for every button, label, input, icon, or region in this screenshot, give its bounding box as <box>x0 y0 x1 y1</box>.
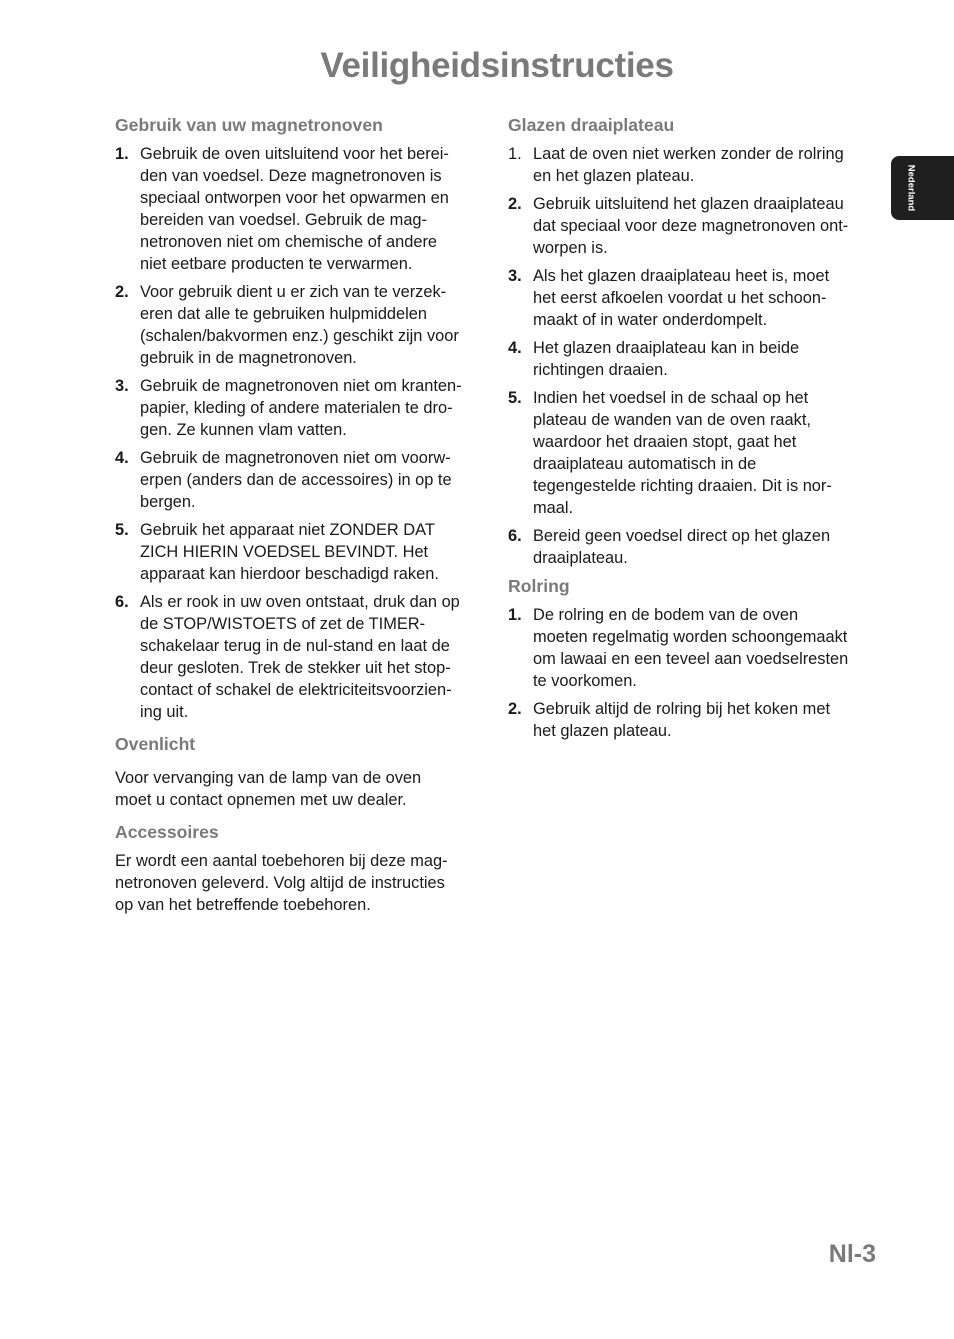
text-line: dat speciaal voor deze magnetronoven ont- <box>533 217 849 235</box>
language-tab <box>891 156 954 220</box>
list-item-text <box>140 447 487 513</box>
list-item-text <box>533 698 874 742</box>
text-line: erpen (anders dan de accessoires) in op te <box>140 471 452 489</box>
list-item-number: 6. <box>508 527 522 545</box>
text-line: Gebruik altijd de rolring bij het koken met <box>533 700 831 718</box>
text-line: worpen is. <box>533 239 608 257</box>
text-line: Gebruik de magnetronoven niet om kranten- <box>140 377 462 395</box>
section-accessoires <box>115 821 487 916</box>
section-glazen <box>508 114 874 569</box>
text-line: plateau de wanden van de oven raakt, <box>533 411 811 429</box>
list-item <box>508 698 874 742</box>
text-line: richtingen draaien. <box>533 361 668 379</box>
list-item-text <box>140 591 487 723</box>
text-line: (schalen/bakvormen enz.) geschikt zijn voor <box>140 327 459 345</box>
text-line: speciaal ontworpen voor het opwarmen en <box>140 189 449 207</box>
list-item-number: 2. <box>508 195 522 213</box>
text-line: op van het betreffende toebehoren. <box>115 896 371 914</box>
text-line: en het glazen plateau. <box>533 167 695 185</box>
text-line: den van voedsel. Deze magnetronoven is <box>140 167 442 185</box>
list-item-text <box>533 525 874 569</box>
text-line: apparaat kan hierdoor beschadigd raken. <box>140 565 439 583</box>
paragraph-accessoires <box>115 850 487 916</box>
page-number: Nl-3 <box>828 1240 876 1268</box>
text-line: te voorkomen. <box>533 672 637 690</box>
list-item <box>115 143 487 275</box>
list-item <box>508 265 874 331</box>
page-title: Veiligheidsinstructies <box>320 46 674 85</box>
section-heading-glazen: Glazen draaiplateau <box>508 115 675 135</box>
text-line: bergen. <box>140 493 196 511</box>
left-column <box>115 114 487 926</box>
text-line: Laat de oven niet werken zonder de rolring <box>533 145 844 163</box>
text-line: om lawaai en een teveel aan voedselresten <box>533 650 849 668</box>
list-item-text <box>140 519 487 585</box>
list-item <box>508 387 874 519</box>
text-line: Gebruik de oven uitsluitend voor het berei- <box>140 145 449 163</box>
text-line: ZICH HIERIN VOEDSEL BEVINDT. Het <box>140 543 429 561</box>
text-line: bereiden van voedsel. Gebruik de mag- <box>140 211 428 229</box>
text-line: netronoven geleverd. Volg altijd de instructies <box>115 874 445 892</box>
list-item-number: 2. <box>115 283 129 301</box>
text-line: Voor vervanging van de lamp van de oven <box>115 769 422 787</box>
section-heading-gebruik: Gebruik van uw magnetronoven <box>115 115 383 135</box>
text-line: gebruik in de magnetronoven. <box>140 349 357 367</box>
text-line: draaiplateau automatisch in de <box>533 455 757 473</box>
list-item <box>115 519 487 585</box>
list-item-text <box>140 375 487 441</box>
list-item <box>508 525 874 569</box>
list-item-text <box>140 143 487 275</box>
language-tab-label: Nederland <box>905 164 917 212</box>
text-line: gen. Ze kunnen vlam vatten. <box>140 421 347 439</box>
section-heading-accessoires: Accessoires <box>115 822 219 842</box>
list-item-text <box>533 265 874 331</box>
text-line: contact of schakel de elektriciteitsvoorzien- <box>140 681 452 699</box>
text-line: Bereid geen voedsel direct op het glazen <box>533 527 831 545</box>
text-line: de STOP/WISTOETS of zet de TIMER- <box>140 615 426 633</box>
list-item-number: 5. <box>115 521 129 539</box>
text-line: Gebruik uitsluitend het glazen draaiplateau <box>533 195 844 213</box>
section-ovenlicht <box>115 733 487 811</box>
text-line: maakt of in water onderdompelt. <box>533 311 768 329</box>
text-line: Als het glazen draaiplateau heet is, moet <box>533 267 830 285</box>
list-item-number: 4. <box>115 449 129 467</box>
text-line: Gebruik het apparaat niet ZONDER DAT <box>140 521 435 539</box>
text-line: het glazen plateau. <box>533 722 672 740</box>
text-line: moeten regelmatig worden schoongemaakt <box>533 628 848 646</box>
text-line: draaiplateau. <box>533 549 628 567</box>
list-item <box>508 143 874 187</box>
text-line: deur gesloten. Trek de stekker uit het stop- <box>140 659 451 677</box>
text-line: maal. <box>533 499 574 517</box>
right-column <box>508 114 874 752</box>
list-item <box>508 337 874 381</box>
text-line: Het glazen draaiplateau kan in beide <box>533 339 800 357</box>
text-line: De rolring en de bodem van de oven <box>533 606 799 624</box>
section-heading-rolring: Rolring <box>508 576 570 596</box>
list-item-text <box>533 387 874 519</box>
text-line: Voor gebruik dient u er zich van te verzek- <box>140 283 447 301</box>
list-item <box>115 281 487 369</box>
text-line: Als er rook in uw oven ontstaat, druk dan op <box>140 593 460 611</box>
text-line: Er wordt een aantal toebehoren bij deze mag- <box>115 852 448 870</box>
list-item <box>115 447 487 513</box>
list-item-text <box>533 337 874 381</box>
list-gebruik <box>115 143 487 723</box>
list-item <box>508 193 874 259</box>
list-item-text <box>533 143 874 187</box>
list-item <box>115 375 487 441</box>
text-line: waardoor het draaien stopt, gaat het <box>533 433 797 451</box>
list-item-text <box>533 193 874 259</box>
list-item-number: 5. <box>508 389 522 407</box>
text-line: niet eetbare producten te verwarmen. <box>140 255 413 273</box>
text-line: papier, kleding of andere materialen te dro- <box>140 399 453 417</box>
text-line: eren dat alle te gebruiken hulpmiddelen <box>140 305 428 323</box>
list-item <box>115 591 487 723</box>
list-item-number: 1. <box>508 606 522 624</box>
list-rolring <box>508 604 874 742</box>
text-line: tegengestelde richting draaien. Dit is nor- <box>533 477 832 495</box>
text-line: netronoven niet om chemische of andere <box>140 233 438 251</box>
list-item-number: 3. <box>115 377 129 395</box>
section-heading-ovenlicht: Ovenlicht <box>115 734 196 754</box>
text-line: Gebruik de magnetronoven niet om voorw- <box>140 449 451 467</box>
list-item-number: 1. <box>508 145 522 163</box>
list-item-number: 2. <box>508 700 522 718</box>
text-line: ing uit. <box>140 703 189 721</box>
text-line: het eerst afkoelen voordat u het schoon- <box>533 289 827 307</box>
list-item-number: 1. <box>115 145 129 163</box>
list-item-text <box>140 281 487 369</box>
text-line: moet u contact opnemen met uw dealer. <box>115 791 407 809</box>
list-item-number: 4. <box>508 339 522 357</box>
paragraph-ovenlicht <box>115 767 487 811</box>
section-rolring <box>508 575 874 742</box>
text-line: Indien het voedsel in de schaal op het <box>533 389 809 407</box>
list-item <box>508 604 874 692</box>
list-item-number: 3. <box>508 267 522 285</box>
section-gebruik <box>115 114 487 723</box>
list-glazen <box>508 143 874 569</box>
list-item-number: 6. <box>115 593 129 611</box>
list-item-text <box>533 604 874 692</box>
text-line: schakelaar terug in de nul-stand en laat de <box>140 637 450 655</box>
